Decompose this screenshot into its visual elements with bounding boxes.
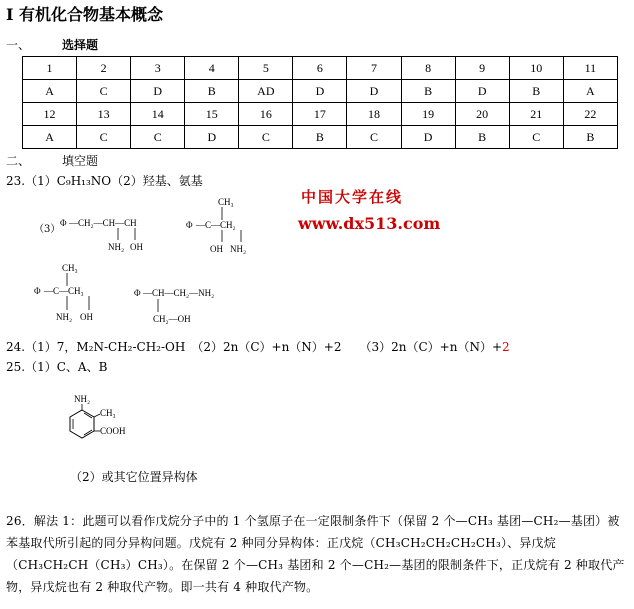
s1-oh: OH [130,242,143,252]
page-title: I 有机化合物基本概念 [6,5,164,24]
table-cell: C [239,126,293,149]
q25-part2: （2）或其它位置异构体 [70,470,198,484]
ring-nh2: NH₂ [74,394,91,404]
table-cell: D [401,126,455,149]
s2-ch3: CH₃ [218,197,234,207]
s3-oh: OH [80,312,93,322]
q26-paragraph: 26．解法 1：此题可以看作戊烷分子中的 1 个氢原子在一定限制条件下（保留 2 个—CH₃ 基团—CH₂—基团）被苯基取代所引起的同分异构问题。戊烷有 2 种同分异构体：正戊烷（CH₃CH₂CH₂CH₂CH₃）、异戊烷（CH₃CH₂CH（CH₃）CH₃）。在保留 2 个—CH₃ 基团和 2 个—CH₂—基团的限制条件下，正戊烷有 2 种取代产物，异戊烷也有 2 种取代产物。即一共有 4 种取代产物。 [6,514,625,594]
s2-mid: —C—CH₂ [196,220,236,230]
table-cell: 16 [239,103,293,126]
structure-3 [34,262,114,328]
table-cell: 1 [23,57,77,80]
table-cell: 9 [455,57,509,80]
s1-chain: —CH₂—CH—CH [69,218,137,228]
table-cell: 14 [131,103,185,126]
s3-nh2: NH₂ [56,312,73,322]
s3-ch3: CH₃ [62,263,78,273]
table-cell: 15 [185,103,239,126]
table-cell: 17 [293,103,347,126]
table-cell: A [23,80,77,103]
q23-line: 23.（1）C₉H₁₃NO（2）羟基、氨基 [6,174,203,188]
table-cell: 13 [77,103,131,126]
q24-red: 2 [502,340,510,354]
section2-label: 填空题 [62,154,99,168]
table-cell: 20 [455,103,509,126]
table-cell: B [401,80,455,103]
phi-label: Φ [60,218,67,228]
table-cell: 10 [509,57,563,80]
table-cell: 21 [509,103,563,126]
benzene-structure [54,390,144,450]
table-cell: 6 [293,57,347,80]
table-cell: 4 [185,57,239,80]
watermark-url: www.dx513.com [298,214,441,233]
table-cell: D [131,80,185,103]
table-cell: D [455,80,509,103]
phi-label: Φ [134,288,141,298]
table-cell: 8 [401,57,455,80]
s4-sub: CH₂—OH [153,314,191,324]
s2-nh2: NH₂ [230,244,247,254]
table-cell: C [509,126,563,149]
s1-nh2: NH₂ [108,242,125,252]
table-cell: 19 [401,103,455,126]
table-cell: B [509,80,563,103]
q24-line [6,338,510,355]
table-cell: D [347,80,401,103]
table-cell: D [293,80,347,103]
ring-cooh: COOH [100,426,126,436]
table-cell: B [563,126,617,149]
table-row [23,80,618,103]
table-cell: A [563,80,617,103]
table-cell: 18 [347,103,401,126]
s2-oh: OH [210,244,223,254]
table-cell: AD [239,80,293,103]
table-cell: 5 [239,57,293,80]
table-cell: C [77,126,131,149]
structure-2 [186,196,266,258]
q23-sub3: （3） [34,224,61,235]
table-cell: D [185,126,239,149]
table-cell: 2 [77,57,131,80]
s4-chain: —CH—CH₂—NH₂ [143,288,215,298]
table-cell: C [131,126,185,149]
section2-number: 二、 [6,154,31,168]
q24-text: 24.（1）7，M₂N-CH₂-CH₂-OH （2）2n（C）+n（N）+2 （3）2n（C）+n（N）+ [6,340,503,354]
ring-ch3: CH₃ [100,408,116,418]
table-cell: B [455,126,509,149]
answer-table [22,56,618,149]
watermark-chinese: 中国大学在线 [301,188,404,206]
table-cell: A [23,126,77,149]
structure-4 [134,286,244,328]
section1-number: 一、 [6,38,31,52]
q25-line: 25.（1）C、A、B [6,360,108,374]
table-cell: 3 [131,57,185,80]
section1-label: 选择题 [62,38,99,52]
phi-label: Φ [186,220,193,230]
table-cell: B [293,126,347,149]
structure-1 [60,214,170,254]
table-row [23,57,618,80]
table-row [23,103,618,126]
table-cell: B [185,80,239,103]
table-cell: C [77,80,131,103]
table-cell: 7 [347,57,401,80]
table-cell: 11 [563,57,617,80]
table-cell: 22 [563,103,617,126]
phi-label: Φ [34,286,41,296]
table-cell: 12 [23,103,77,126]
table-row [23,126,618,149]
s3-mid: —C—CH₃ [44,286,84,296]
table-cell: C [347,126,401,149]
